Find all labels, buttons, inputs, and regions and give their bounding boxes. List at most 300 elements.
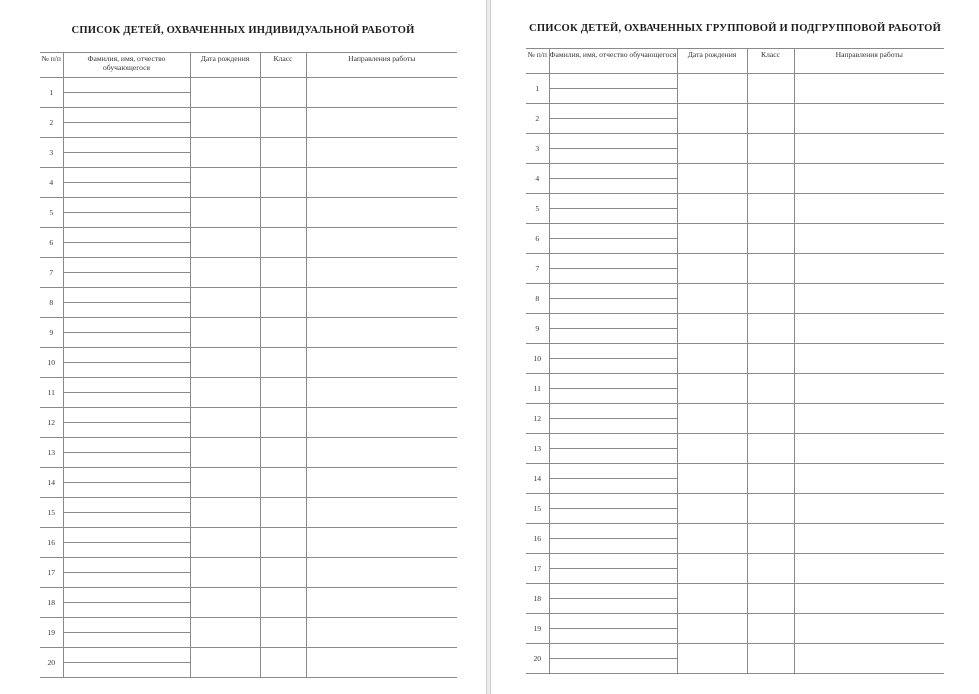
- class-cell[interactable]: [260, 78, 306, 108]
- class-cell[interactable]: [747, 194, 794, 224]
- birth-cell[interactable]: [677, 494, 747, 524]
- writing-line: [64, 542, 190, 543]
- name-cell[interactable]: [549, 224, 677, 254]
- class-cell[interactable]: [747, 134, 794, 164]
- row-number: 13: [526, 434, 549, 464]
- class-cell[interactable]: [260, 408, 306, 438]
- birth-cell[interactable]: [190, 648, 260, 678]
- class-cell[interactable]: [260, 318, 306, 348]
- table-row: [40, 108, 457, 138]
- class-cell[interactable]: [747, 104, 794, 134]
- class-cell[interactable]: [260, 558, 306, 588]
- name-cell[interactable]: [549, 524, 677, 554]
- direction-cell[interactable]: [794, 554, 944, 584]
- name-cell[interactable]: [63, 168, 190, 198]
- left-page-title: СПИСОК ДЕТЕЙ, ОХВАЧЕННЫХ ИНДИВИДУАЛЬНОЙ РАБОТОЙ: [71, 25, 415, 36]
- class-cell[interactable]: [260, 498, 306, 528]
- writing-line: [64, 572, 190, 573]
- birth-cell[interactable]: [190, 168, 260, 198]
- direction-cell[interactable]: [306, 408, 457, 438]
- name-cell[interactable]: [63, 258, 190, 288]
- birth-cell[interactable]: [190, 108, 260, 138]
- individual-work-table: [40, 52, 457, 678]
- birth-cell[interactable]: [677, 464, 747, 494]
- birth-cell[interactable]: [677, 614, 747, 644]
- class-cell[interactable]: [260, 588, 306, 618]
- writing-line: [550, 88, 677, 89]
- table-row: [40, 258, 457, 288]
- row-number: 8: [526, 284, 549, 314]
- direction-cell[interactable]: [794, 224, 944, 254]
- writing-line: [64, 662, 190, 663]
- birth-cell[interactable]: [190, 198, 260, 228]
- table-row: [40, 528, 457, 558]
- name-cell[interactable]: [63, 198, 190, 228]
- table-row: [40, 378, 457, 408]
- table-row: [40, 168, 457, 198]
- name-cell[interactable]: [63, 318, 190, 348]
- class-cell[interactable]: [747, 284, 794, 314]
- row-number: 10: [40, 348, 63, 378]
- direction-cell[interactable]: [306, 228, 457, 258]
- name-cell[interactable]: [63, 228, 190, 258]
- birth-cell[interactable]: [190, 288, 260, 318]
- table-row: [526, 134, 944, 164]
- table-row: [40, 348, 457, 378]
- table-row: [526, 194, 944, 224]
- table-header-row: [40, 53, 457, 78]
- row-number: 18: [40, 588, 63, 618]
- row-number: 6: [526, 224, 549, 254]
- birth-cell[interactable]: [677, 524, 747, 554]
- name-cell[interactable]: [63, 348, 190, 378]
- class-cell[interactable]: [747, 254, 794, 284]
- birth-cell[interactable]: [677, 104, 747, 134]
- writing-line: [64, 452, 190, 453]
- direction-cell[interactable]: [306, 138, 457, 168]
- row-number: 4: [526, 164, 549, 194]
- name-cell[interactable]: [549, 164, 677, 194]
- writing-line: [64, 92, 190, 93]
- birth-cell[interactable]: [190, 408, 260, 438]
- writing-line: [550, 628, 677, 629]
- writing-line: [550, 568, 677, 569]
- table-row: [526, 314, 944, 344]
- table-row: [40, 408, 457, 438]
- birth-cell[interactable]: [677, 314, 747, 344]
- name-cell[interactable]: [63, 108, 190, 138]
- direction-cell[interactable]: [794, 74, 944, 104]
- row-number: 4: [40, 168, 63, 198]
- birth-cell[interactable]: [190, 438, 260, 468]
- direction-cell[interactable]: [794, 464, 944, 494]
- class-cell[interactable]: [260, 138, 306, 168]
- direction-cell[interactable]: [306, 588, 457, 618]
- header-direction: Направления работы: [306, 53, 457, 78]
- birth-cell[interactable]: [677, 434, 747, 464]
- direction-cell[interactable]: [794, 254, 944, 284]
- table-header-row: [526, 49, 944, 74]
- table-row: [40, 588, 457, 618]
- direction-cell[interactable]: [794, 644, 944, 674]
- table-row: [526, 104, 944, 134]
- direction-cell[interactable]: [794, 404, 944, 434]
- birth-cell[interactable]: [190, 78, 260, 108]
- row-number: 2: [526, 104, 549, 134]
- birth-cell[interactable]: [190, 228, 260, 258]
- writing-line: [64, 242, 190, 243]
- direction-cell[interactable]: [306, 168, 457, 198]
- class-cell[interactable]: [747, 314, 794, 344]
- writing-line: [550, 538, 677, 539]
- direction-cell[interactable]: [794, 584, 944, 614]
- row-number: 10: [526, 344, 549, 374]
- direction-cell[interactable]: [306, 378, 457, 408]
- direction-cell[interactable]: [306, 108, 457, 138]
- birth-cell[interactable]: [190, 138, 260, 168]
- table-row: [526, 74, 944, 104]
- direction-cell[interactable]: [794, 344, 944, 374]
- name-cell[interactable]: [549, 254, 677, 284]
- table-row: [40, 138, 457, 168]
- class-cell[interactable]: [747, 344, 794, 374]
- name-cell[interactable]: [63, 588, 190, 618]
- row-number: 2: [40, 108, 63, 138]
- writing-line: [64, 332, 190, 333]
- birth-cell[interactable]: [190, 498, 260, 528]
- class-cell[interactable]: [260, 438, 306, 468]
- table-row: [526, 284, 944, 314]
- class-cell[interactable]: [260, 108, 306, 138]
- table-row: [40, 78, 457, 108]
- row-number: 13: [40, 438, 63, 468]
- header-birth: Дата рождения: [190, 53, 260, 78]
- writing-line: [550, 418, 677, 419]
- writing-line: [550, 358, 677, 359]
- writing-line: [64, 392, 190, 393]
- class-cell[interactable]: [747, 554, 794, 584]
- class-cell[interactable]: [260, 618, 306, 648]
- class-cell[interactable]: [747, 74, 794, 104]
- row-number: 1: [526, 74, 549, 104]
- row-number: 6: [40, 228, 63, 258]
- name-cell[interactable]: [549, 584, 677, 614]
- direction-cell[interactable]: [794, 374, 944, 404]
- table-row: [526, 614, 944, 644]
- row-number: 11: [526, 374, 549, 404]
- birth-cell[interactable]: [677, 284, 747, 314]
- table-row: [526, 464, 944, 494]
- writing-line: [64, 182, 190, 183]
- row-number: 19: [40, 618, 63, 648]
- class-cell[interactable]: [260, 378, 306, 408]
- table-row: [526, 374, 944, 404]
- row-number: 15: [526, 494, 549, 524]
- class-cell[interactable]: [260, 528, 306, 558]
- name-cell[interactable]: [63, 408, 190, 438]
- table-row: [526, 344, 944, 374]
- table-row: [40, 648, 457, 678]
- birth-cell[interactable]: [190, 348, 260, 378]
- header-name: Фамилия, имя, отчество обучающегося: [549, 49, 677, 74]
- class-cell[interactable]: [260, 648, 306, 678]
- name-cell[interactable]: [63, 558, 190, 588]
- direction-cell[interactable]: [794, 614, 944, 644]
- row-number: 8: [40, 288, 63, 318]
- row-number: 18: [526, 584, 549, 614]
- birth-cell[interactable]: [677, 164, 747, 194]
- birth-cell[interactable]: [190, 378, 260, 408]
- name-cell[interactable]: [549, 284, 677, 314]
- name-cell[interactable]: [549, 104, 677, 134]
- direction-cell[interactable]: [306, 348, 457, 378]
- table-row: [40, 498, 457, 528]
- birth-cell[interactable]: [677, 254, 747, 284]
- header-name: Фамилия, имя, отчество обучающегося: [63, 53, 190, 78]
- direction-cell[interactable]: [794, 104, 944, 134]
- writing-line: [550, 598, 677, 599]
- name-cell[interactable]: [63, 468, 190, 498]
- direction-cell[interactable]: [306, 438, 457, 468]
- name-cell[interactable]: [549, 314, 677, 344]
- class-cell[interactable]: [747, 584, 794, 614]
- birth-cell[interactable]: [190, 468, 260, 498]
- direction-cell[interactable]: [794, 164, 944, 194]
- birth-cell[interactable]: [677, 644, 747, 674]
- name-cell[interactable]: [549, 404, 677, 434]
- header-num: № п/п: [40, 53, 63, 78]
- writing-line: [550, 208, 677, 209]
- row-number: 14: [526, 464, 549, 494]
- class-cell[interactable]: [747, 644, 794, 674]
- direction-cell[interactable]: [306, 498, 457, 528]
- writing-line: [64, 482, 190, 483]
- writing-line: [64, 152, 190, 153]
- name-cell[interactable]: [549, 434, 677, 464]
- name-cell[interactable]: [63, 288, 190, 318]
- name-cell[interactable]: [63, 648, 190, 678]
- right-page: [490, 0, 979, 694]
- direction-cell[interactable]: [306, 648, 457, 678]
- birth-cell[interactable]: [677, 344, 747, 374]
- writing-line: [550, 238, 677, 239]
- class-cell[interactable]: [747, 224, 794, 254]
- name-cell[interactable]: [63, 138, 190, 168]
- writing-line: [64, 422, 190, 423]
- class-cell[interactable]: [747, 494, 794, 524]
- row-number: 7: [40, 258, 63, 288]
- table-row: [526, 224, 944, 254]
- row-number: 3: [40, 138, 63, 168]
- class-cell[interactable]: [260, 468, 306, 498]
- name-cell[interactable]: [549, 644, 677, 674]
- name-cell[interactable]: [549, 344, 677, 374]
- direction-cell[interactable]: [306, 78, 457, 108]
- birth-cell[interactable]: [677, 374, 747, 404]
- table-row: [40, 438, 457, 468]
- row-number: 5: [526, 194, 549, 224]
- direction-cell[interactable]: [306, 258, 457, 288]
- table-row: [526, 254, 944, 284]
- row-number: 16: [40, 528, 63, 558]
- table-row: [526, 494, 944, 524]
- writing-line: [64, 512, 190, 513]
- table-body: [40, 78, 457, 678]
- writing-line: [64, 632, 190, 633]
- row-number: 5: [40, 198, 63, 228]
- class-cell[interactable]: [747, 464, 794, 494]
- direction-cell[interactable]: [306, 468, 457, 498]
- name-cell[interactable]: [549, 74, 677, 104]
- row-number: 19: [526, 614, 549, 644]
- header-class: Класс: [260, 53, 306, 78]
- name-cell[interactable]: [63, 528, 190, 558]
- writing-line: [64, 302, 190, 303]
- direction-cell[interactable]: [794, 494, 944, 524]
- class-cell[interactable]: [747, 434, 794, 464]
- writing-line: [550, 508, 677, 509]
- writing-line: [64, 272, 190, 273]
- row-number: 17: [526, 554, 549, 584]
- writing-line: [550, 298, 677, 299]
- row-number: 15: [40, 498, 63, 528]
- table-row: [40, 468, 457, 498]
- row-number: 1: [40, 78, 63, 108]
- table-body: [526, 74, 944, 674]
- name-cell[interactable]: [549, 464, 677, 494]
- row-number: 7: [526, 254, 549, 284]
- birth-cell[interactable]: [677, 584, 747, 614]
- direction-cell[interactable]: [794, 434, 944, 464]
- table-row: [40, 318, 457, 348]
- class-cell[interactable]: [747, 164, 794, 194]
- birth-cell[interactable]: [677, 554, 747, 584]
- table-row: [526, 554, 944, 584]
- direction-cell[interactable]: [794, 134, 944, 164]
- direction-cell[interactable]: [306, 318, 457, 348]
- direction-cell[interactable]: [794, 194, 944, 224]
- row-number: 17: [40, 558, 63, 588]
- row-number: 16: [526, 524, 549, 554]
- class-cell[interactable]: [747, 524, 794, 554]
- class-cell[interactable]: [260, 198, 306, 228]
- class-cell[interactable]: [260, 228, 306, 258]
- class-cell[interactable]: [260, 258, 306, 288]
- table-row: [526, 404, 944, 434]
- birth-cell[interactable]: [190, 618, 260, 648]
- name-cell[interactable]: [63, 378, 190, 408]
- class-cell[interactable]: [260, 168, 306, 198]
- writing-line: [64, 122, 190, 123]
- header-direction: Направления работы: [794, 49, 944, 74]
- row-number: 20: [526, 644, 549, 674]
- table-row: [526, 434, 944, 464]
- writing-line: [550, 658, 677, 659]
- row-number: 3: [526, 134, 549, 164]
- name-cell[interactable]: [549, 194, 677, 224]
- writing-line: [550, 478, 677, 479]
- group-work-table: [526, 48, 944, 674]
- name-cell[interactable]: [63, 78, 190, 108]
- direction-cell[interactable]: [306, 288, 457, 318]
- writing-line: [550, 328, 677, 329]
- class-cell[interactable]: [260, 288, 306, 318]
- birth-cell[interactable]: [677, 74, 747, 104]
- birth-cell[interactable]: [677, 404, 747, 434]
- header-num: № п/п: [526, 49, 549, 74]
- row-number: 9: [526, 314, 549, 344]
- direction-cell[interactable]: [306, 618, 457, 648]
- class-cell[interactable]: [747, 404, 794, 434]
- name-cell[interactable]: [63, 498, 190, 528]
- writing-line: [64, 362, 190, 363]
- birth-cell[interactable]: [190, 588, 260, 618]
- table-row: [526, 524, 944, 554]
- row-number: 12: [40, 408, 63, 438]
- direction-cell[interactable]: [794, 284, 944, 314]
- birth-cell[interactable]: [677, 134, 747, 164]
- name-cell[interactable]: [63, 438, 190, 468]
- row-number: 9: [40, 318, 63, 348]
- writing-line: [550, 388, 677, 389]
- class-cell[interactable]: [260, 348, 306, 378]
- direction-cell[interactable]: [794, 524, 944, 554]
- header-class: Класс: [747, 49, 794, 74]
- direction-cell[interactable]: [306, 528, 457, 558]
- writing-line: [64, 212, 190, 213]
- birth-cell[interactable]: [190, 528, 260, 558]
- header-birth: Дата рождения: [677, 49, 747, 74]
- table-row: [526, 584, 944, 614]
- table-row: [40, 618, 457, 648]
- name-cell[interactable]: [549, 374, 677, 404]
- row-number: 14: [40, 468, 63, 498]
- table-row: [40, 228, 457, 258]
- writing-line: [550, 148, 677, 149]
- name-cell[interactable]: [549, 614, 677, 644]
- birth-cell[interactable]: [677, 224, 747, 254]
- birth-cell[interactable]: [190, 558, 260, 588]
- writing-line: [550, 448, 677, 449]
- birth-cell[interactable]: [190, 318, 260, 348]
- writing-line: [550, 118, 677, 119]
- table-row: [40, 198, 457, 228]
- writing-line: [550, 268, 677, 269]
- birth-cell[interactable]: [190, 258, 260, 288]
- name-cell[interactable]: [549, 494, 677, 524]
- direction-cell[interactable]: [306, 198, 457, 228]
- class-cell[interactable]: [747, 614, 794, 644]
- name-cell[interactable]: [63, 618, 190, 648]
- left-page: [0, 0, 487, 694]
- row-number: 20: [40, 648, 63, 678]
- direction-cell[interactable]: [306, 558, 457, 588]
- right-page-title: СПИСОК ДЕТЕЙ, ОХВАЧЕННЫХ ГРУППОВОЙ И ПОДГРУППОВОЙ РАБОТОЙ: [528, 23, 942, 34]
- direction-cell[interactable]: [794, 314, 944, 344]
- name-cell[interactable]: [549, 554, 677, 584]
- table-row: [526, 164, 944, 194]
- table-row: [40, 558, 457, 588]
- writing-line: [64, 602, 190, 603]
- class-cell[interactable]: [747, 374, 794, 404]
- writing-line: [550, 178, 677, 179]
- row-number: 12: [526, 404, 549, 434]
- name-cell[interactable]: [549, 134, 677, 164]
- table-row: [526, 644, 944, 674]
- birth-cell[interactable]: [677, 194, 747, 224]
- row-number: 11: [40, 378, 63, 408]
- table-row: [40, 288, 457, 318]
